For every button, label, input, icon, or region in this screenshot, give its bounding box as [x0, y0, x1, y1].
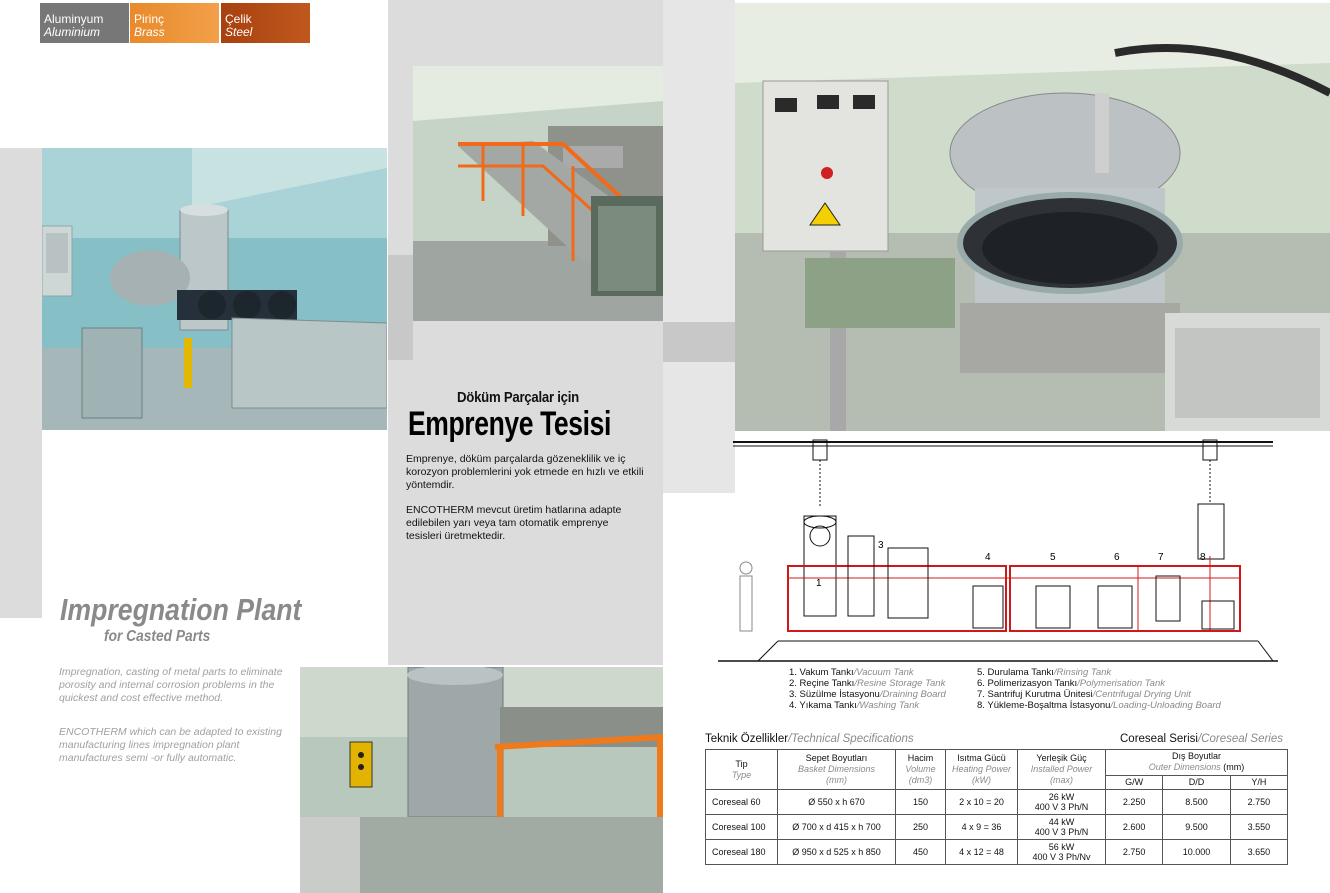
diagram-label: 6	[1114, 552, 1120, 563]
photo-walkway	[413, 66, 663, 321]
diagram-label: 5	[1050, 552, 1056, 563]
cell-power: 26 kW 400 V 3 Ph/N	[1018, 790, 1106, 815]
col-outer-dims: Dış Boyutlar Outer Dimensions (mm)	[1106, 750, 1288, 776]
col-yh: Y/H	[1230, 775, 1287, 789]
tab-aluminium[interactable]	[40, 3, 129, 43]
cell-type: Coreseal 180	[706, 840, 778, 865]
diagram-label: 1	[816, 578, 822, 589]
tab-steel[interactable]	[221, 3, 310, 43]
tab-label-en: Steel	[225, 25, 253, 39]
legend-item: 6. Polimerizasyon Tankı/Polymerisation Tank	[977, 678, 1165, 689]
cell-type: Coreseal 60	[706, 790, 778, 815]
heading-main: Emprenye Tesisi	[408, 405, 611, 443]
col-heating: Isıtma Gücü Heating Power (kW)	[946, 750, 1018, 790]
cell-dd: 10.000	[1163, 840, 1231, 865]
legend-item: 8. Yükleme-Boşaltma İstasyonu/Loading-Unloading Board	[977, 700, 1221, 711]
tab-brass[interactable]	[130, 3, 219, 43]
cell-heating: 2 x 10 = 20	[946, 790, 1018, 815]
en-paragraph-2: ENCOTHERM which can be adapted to existing manufacturing lines impregnation plant manufactures semi -or fully automatic.	[59, 726, 282, 764]
col-power: Yerleşik Güç Installed Power (max)	[1018, 750, 1106, 790]
tr-paragraph-2: ENCOTHERM mevcut üretim hatlarına adapte edilebilen yarı veya tam otomatik emprenye tesisleri üretmektedir.	[406, 504, 622, 542]
cell-type: Coreseal 100	[706, 815, 778, 840]
en-paragraph-1: Impregnation, casting of metal parts to eliminate porosity and internal corrosion problems in the quickest and cost effective method.	[59, 666, 283, 704]
legend-item: 4. Yıkama Tankı/Washing Tank	[789, 700, 920, 711]
en-title: Impregnation Plant	[60, 592, 302, 627]
photo-autoclave	[735, 3, 1330, 431]
legend-item: 3. Süzülme İstasyonu/Draining Board	[789, 689, 946, 700]
spec-table	[705, 749, 1288, 865]
specs-title: Teknik Özellikler/Technical Specifications	[705, 733, 914, 745]
legend-item: 7. Santrifuj Kurutma Ünitesi/Centrifugal Drying Unit	[977, 689, 1191, 700]
cell-basket: Ø 550 x h 670	[778, 790, 896, 815]
en-subtitle: for Casted Parts	[104, 628, 211, 645]
cell-basket: Ø 950 x d 525 x h 850	[778, 840, 896, 865]
bg-block	[388, 255, 413, 360]
diagram-label: 7	[1158, 552, 1164, 563]
bg-block	[663, 0, 735, 493]
cell-heating: 4 x 12 = 48	[946, 840, 1018, 865]
legend-left	[789, 667, 946, 711]
plant-diagram	[718, 436, 1278, 664]
cell-volume: 250	[896, 815, 946, 840]
cell-power: 44 kW 400 V 3 Ph/N	[1018, 815, 1106, 840]
tab-label-en: Aluminium	[44, 25, 101, 39]
series-title: Coreseal Serisi/Coreseal Series	[1120, 733, 1283, 745]
cell-heating: 4 x 9 = 36	[946, 815, 1018, 840]
col-basket: Sepet Boyutları Basket Dimensions (mm)	[778, 750, 896, 790]
tab-label-tr: Aluminyum	[44, 12, 104, 26]
cell-dd: 9.500	[1163, 815, 1231, 840]
cell-volume: 450	[896, 840, 946, 865]
col-dd: D/D	[1163, 775, 1231, 789]
bg-block	[663, 322, 735, 362]
cell-gw: 2.750	[1106, 840, 1163, 865]
diagram-label: 3	[878, 540, 884, 551]
cell-yh: 2.750	[1230, 790, 1287, 815]
legend-item: 5. Durulama Tankı/Rinsing Tank	[977, 667, 1112, 678]
photo-control-station	[300, 667, 663, 893]
legend-item: 1. Vakum Tankı/Vacuum Tank	[789, 667, 914, 678]
cell-gw: 2.250	[1106, 790, 1163, 815]
cell-basket: Ø 700 x d 415 x h 700	[778, 815, 896, 840]
col-gw: G/W	[1106, 775, 1163, 789]
diagram-label: 4	[985, 552, 991, 563]
table-row	[706, 790, 1288, 815]
tr-paragraph-1: Emprenye, döküm parçalarda gözeneklilik ve iç korozyon problemlerini yok etmede en hızlı ve etkili yöntemdir.	[406, 453, 644, 491]
legend-right	[977, 667, 1221, 711]
tab-label-en: Brass	[134, 25, 165, 39]
cell-yh: 3.650	[1230, 840, 1287, 865]
legend-item: 2. Reçine Tankı/Resine Storage Tank	[789, 678, 946, 689]
table-row	[706, 840, 1288, 865]
col-type: Tip Type	[706, 750, 778, 790]
cell-yh: 3.550	[1230, 815, 1287, 840]
col-volume: Hacim Volume (dm3)	[896, 750, 946, 790]
table-row	[706, 815, 1288, 840]
tab-label-tr: Pirinç	[134, 12, 165, 26]
photo-impregnation-machine	[42, 148, 387, 430]
cell-gw: 2.600	[1106, 815, 1163, 840]
bg-block	[0, 148, 42, 618]
cell-dd: 8.500	[1163, 790, 1231, 815]
tab-label-tr: Çelik	[225, 12, 252, 26]
cell-volume: 150	[896, 790, 946, 815]
diagram-label: 8	[1200, 552, 1206, 563]
heading-small: Döküm Parçalar için	[457, 389, 579, 406]
cell-power: 56 kW 400 V 3 Ph/Nv	[1018, 840, 1106, 865]
